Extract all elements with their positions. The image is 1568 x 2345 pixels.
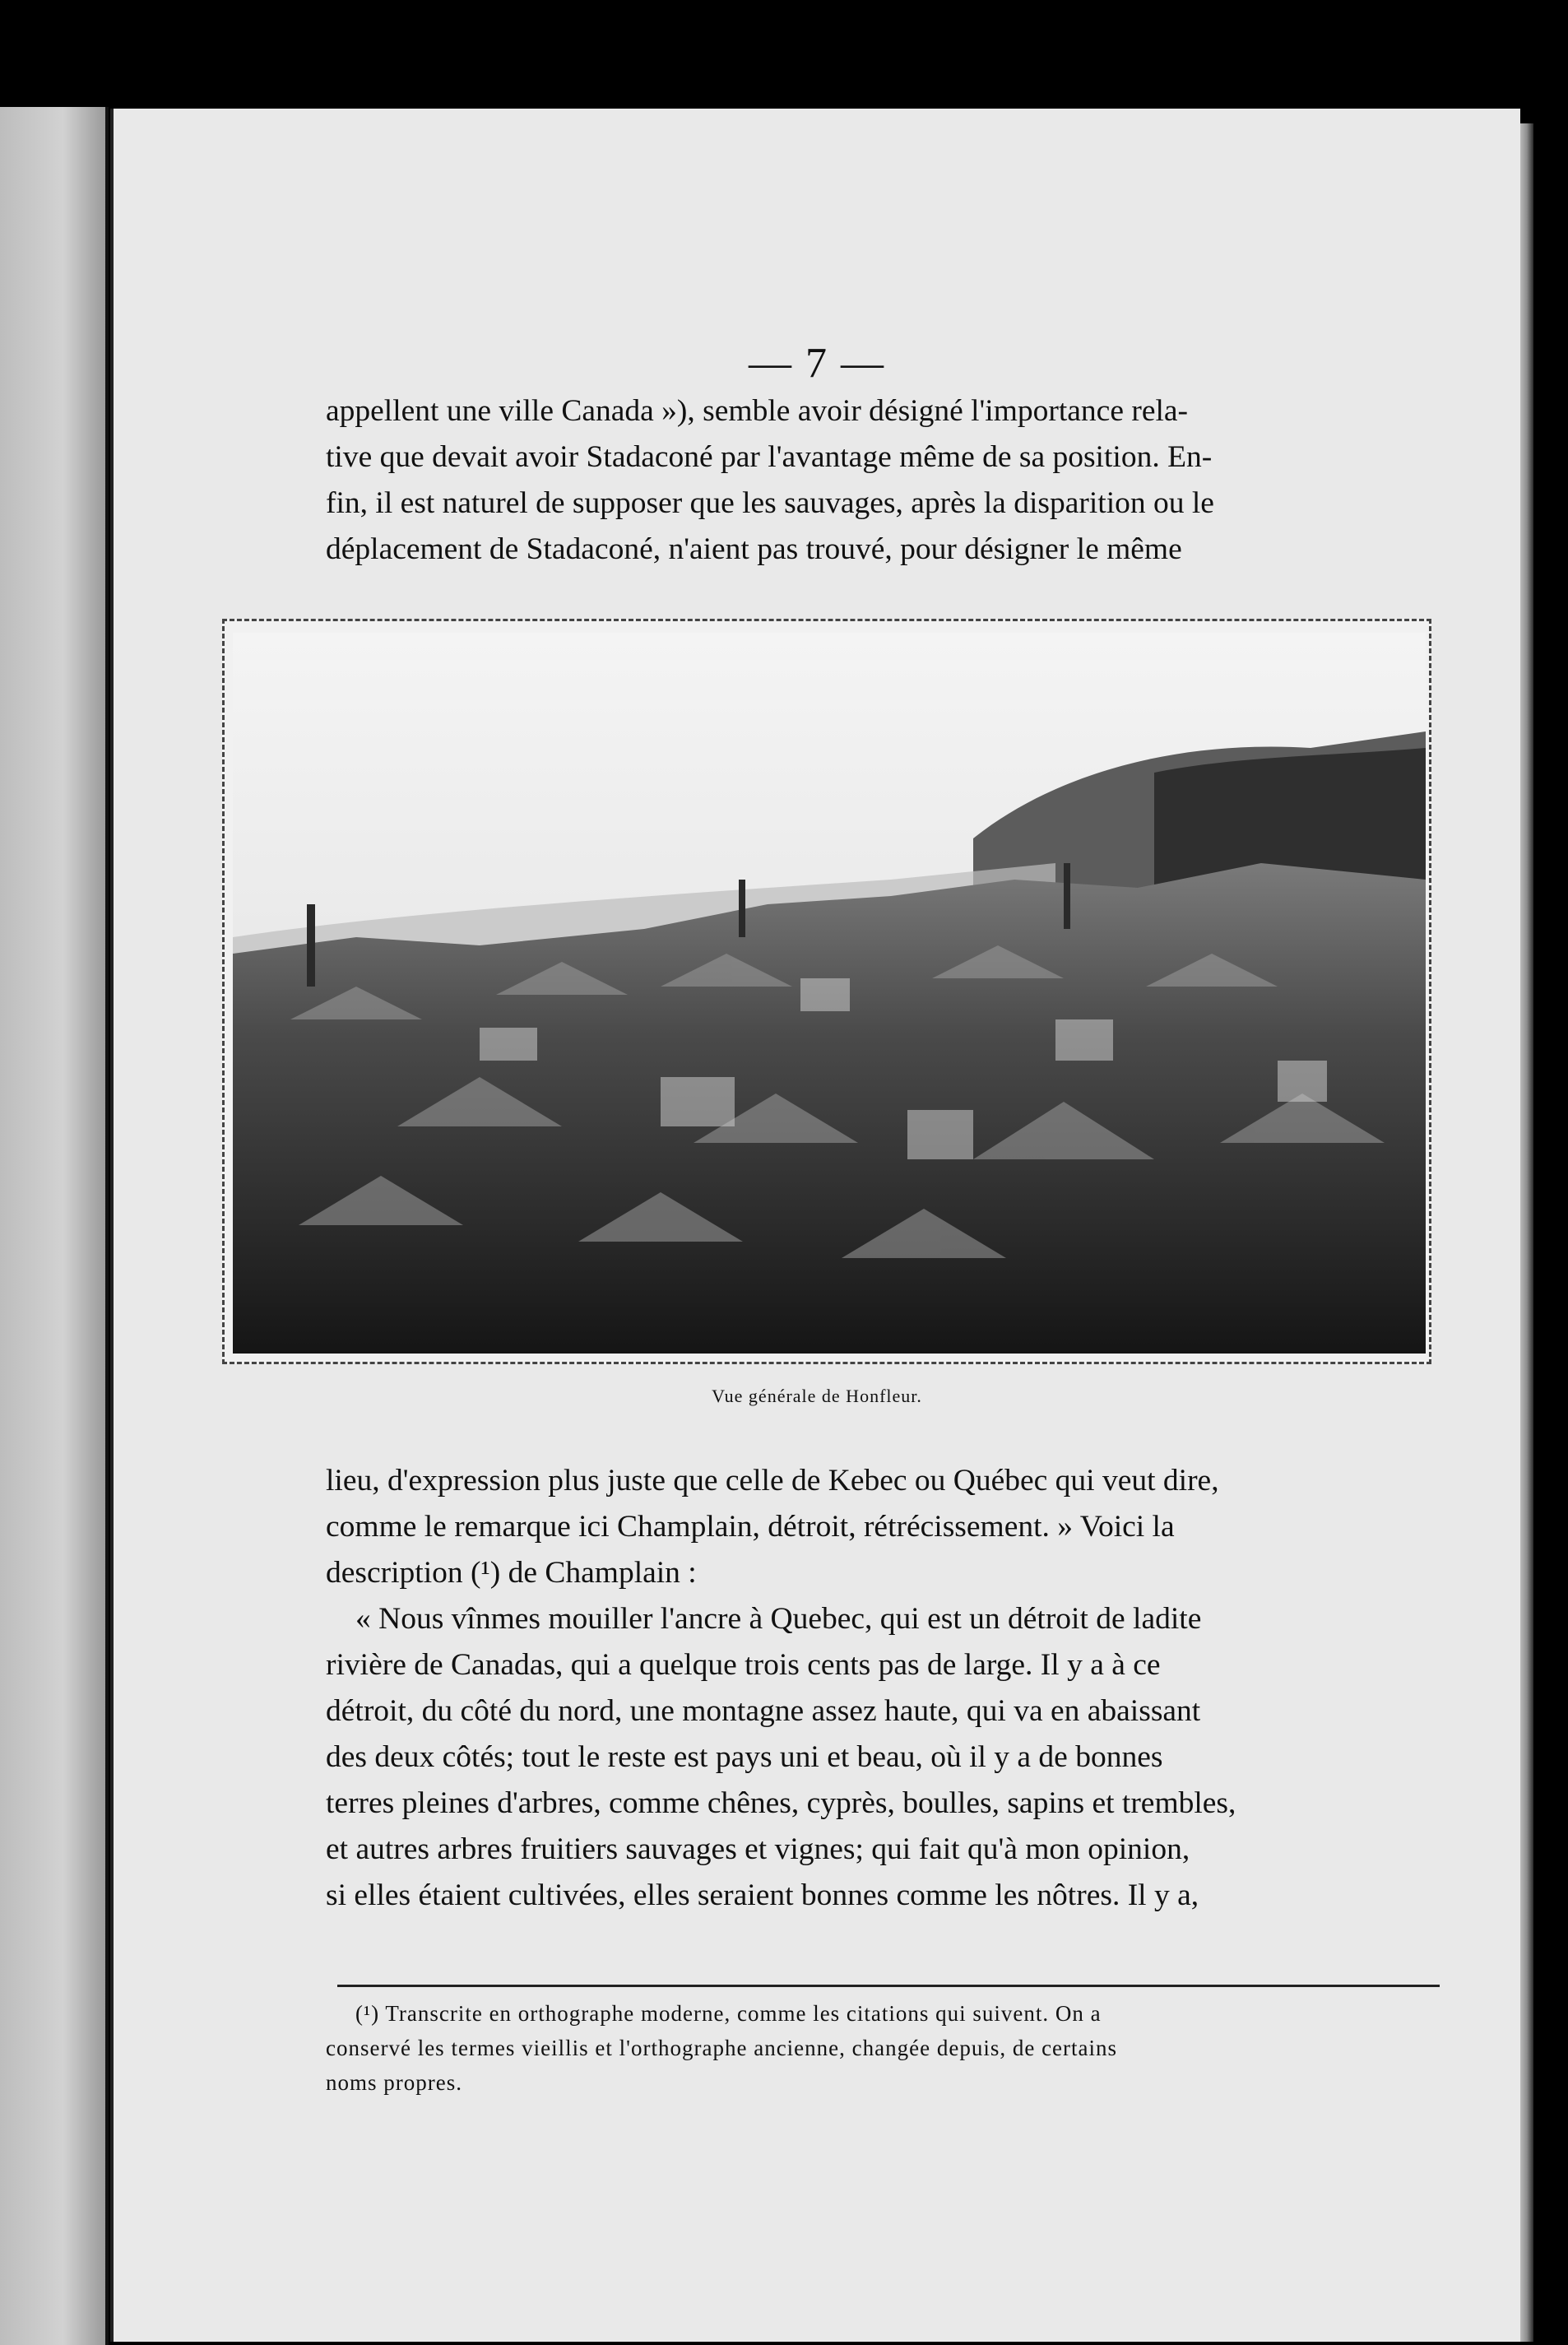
page-number: — 7 — bbox=[749, 340, 885, 387]
quote-line: et autres arbres fruitiers sauvages et vignes; qui fait qu'à mon opinion, bbox=[326, 1832, 1190, 1866]
quote-line: si elles étaient cultivées, elles seraient bonnes comme les nôtres. Il y a, bbox=[326, 1878, 1199, 1912]
facing-page-edge bbox=[0, 107, 109, 2345]
quote-line: des deux côtés; tout le reste est pays uni et beau, où il y a de bonnes bbox=[326, 1740, 1163, 1774]
text-line: lieu, d'expression plus juste que celle de Kebec ou Québec qui veut dire, bbox=[326, 1464, 1219, 1498]
text-line: description (¹) de Champlain : bbox=[326, 1556, 697, 1590]
quote-line: « Nous vînmes mouiller l'ancre à Quebec, qui est un détroit de ladite bbox=[355, 1602, 1202, 1636]
book-page bbox=[110, 109, 1520, 2342]
quote-line: terres pleines d'arbres, comme chênes, cyprès, boulles, sapins et trembles, bbox=[326, 1786, 1236, 1820]
text-line: comme le remarque ici Champlain, détroit, rétrécissement. » Voici la bbox=[326, 1510, 1175, 1544]
photograph-frame bbox=[222, 619, 1431, 1364]
text-line: appellent une ville Canada »), semble avoir désigné l'importance rela- bbox=[326, 394, 1189, 428]
footnote-line: conservé les termes vieillis et l'orthographe ancienne, changée depuis, de certains bbox=[326, 2036, 1118, 2060]
footnote-line: (¹) Transcrite en orthographe moderne, comme les citations qui suivent. On a bbox=[355, 2001, 1102, 2026]
bottom-paragraph bbox=[326, 1458, 1446, 1919]
top-paragraph bbox=[326, 388, 1446, 573]
footnote-rule bbox=[337, 1985, 1440, 1987]
text-line: déplacement de Stadaconé, n'aient pas trouvé, pour désigner le même bbox=[326, 532, 1182, 566]
footnote-line: noms propres. bbox=[326, 2070, 462, 2095]
quote-line: rivière de Canadas, qui a quelque trois cents pas de large. Il y a à ce bbox=[326, 1648, 1161, 1682]
figure-caption: Vue générale de Honfleur. bbox=[712, 1386, 922, 1406]
text-line: tive que devait avoir Stadaconé par l'avantage même de sa position. En- bbox=[326, 440, 1213, 474]
quote-line: détroit, du côté du nord, une montagne assez haute, qui va en abaissant bbox=[326, 1694, 1201, 1728]
honfleur-town-photograph bbox=[233, 633, 1426, 1354]
footnote bbox=[326, 1996, 1446, 2100]
text-line: fin, il est naturel de supposer que les sauvages, après la disparition ou le bbox=[326, 486, 1214, 520]
